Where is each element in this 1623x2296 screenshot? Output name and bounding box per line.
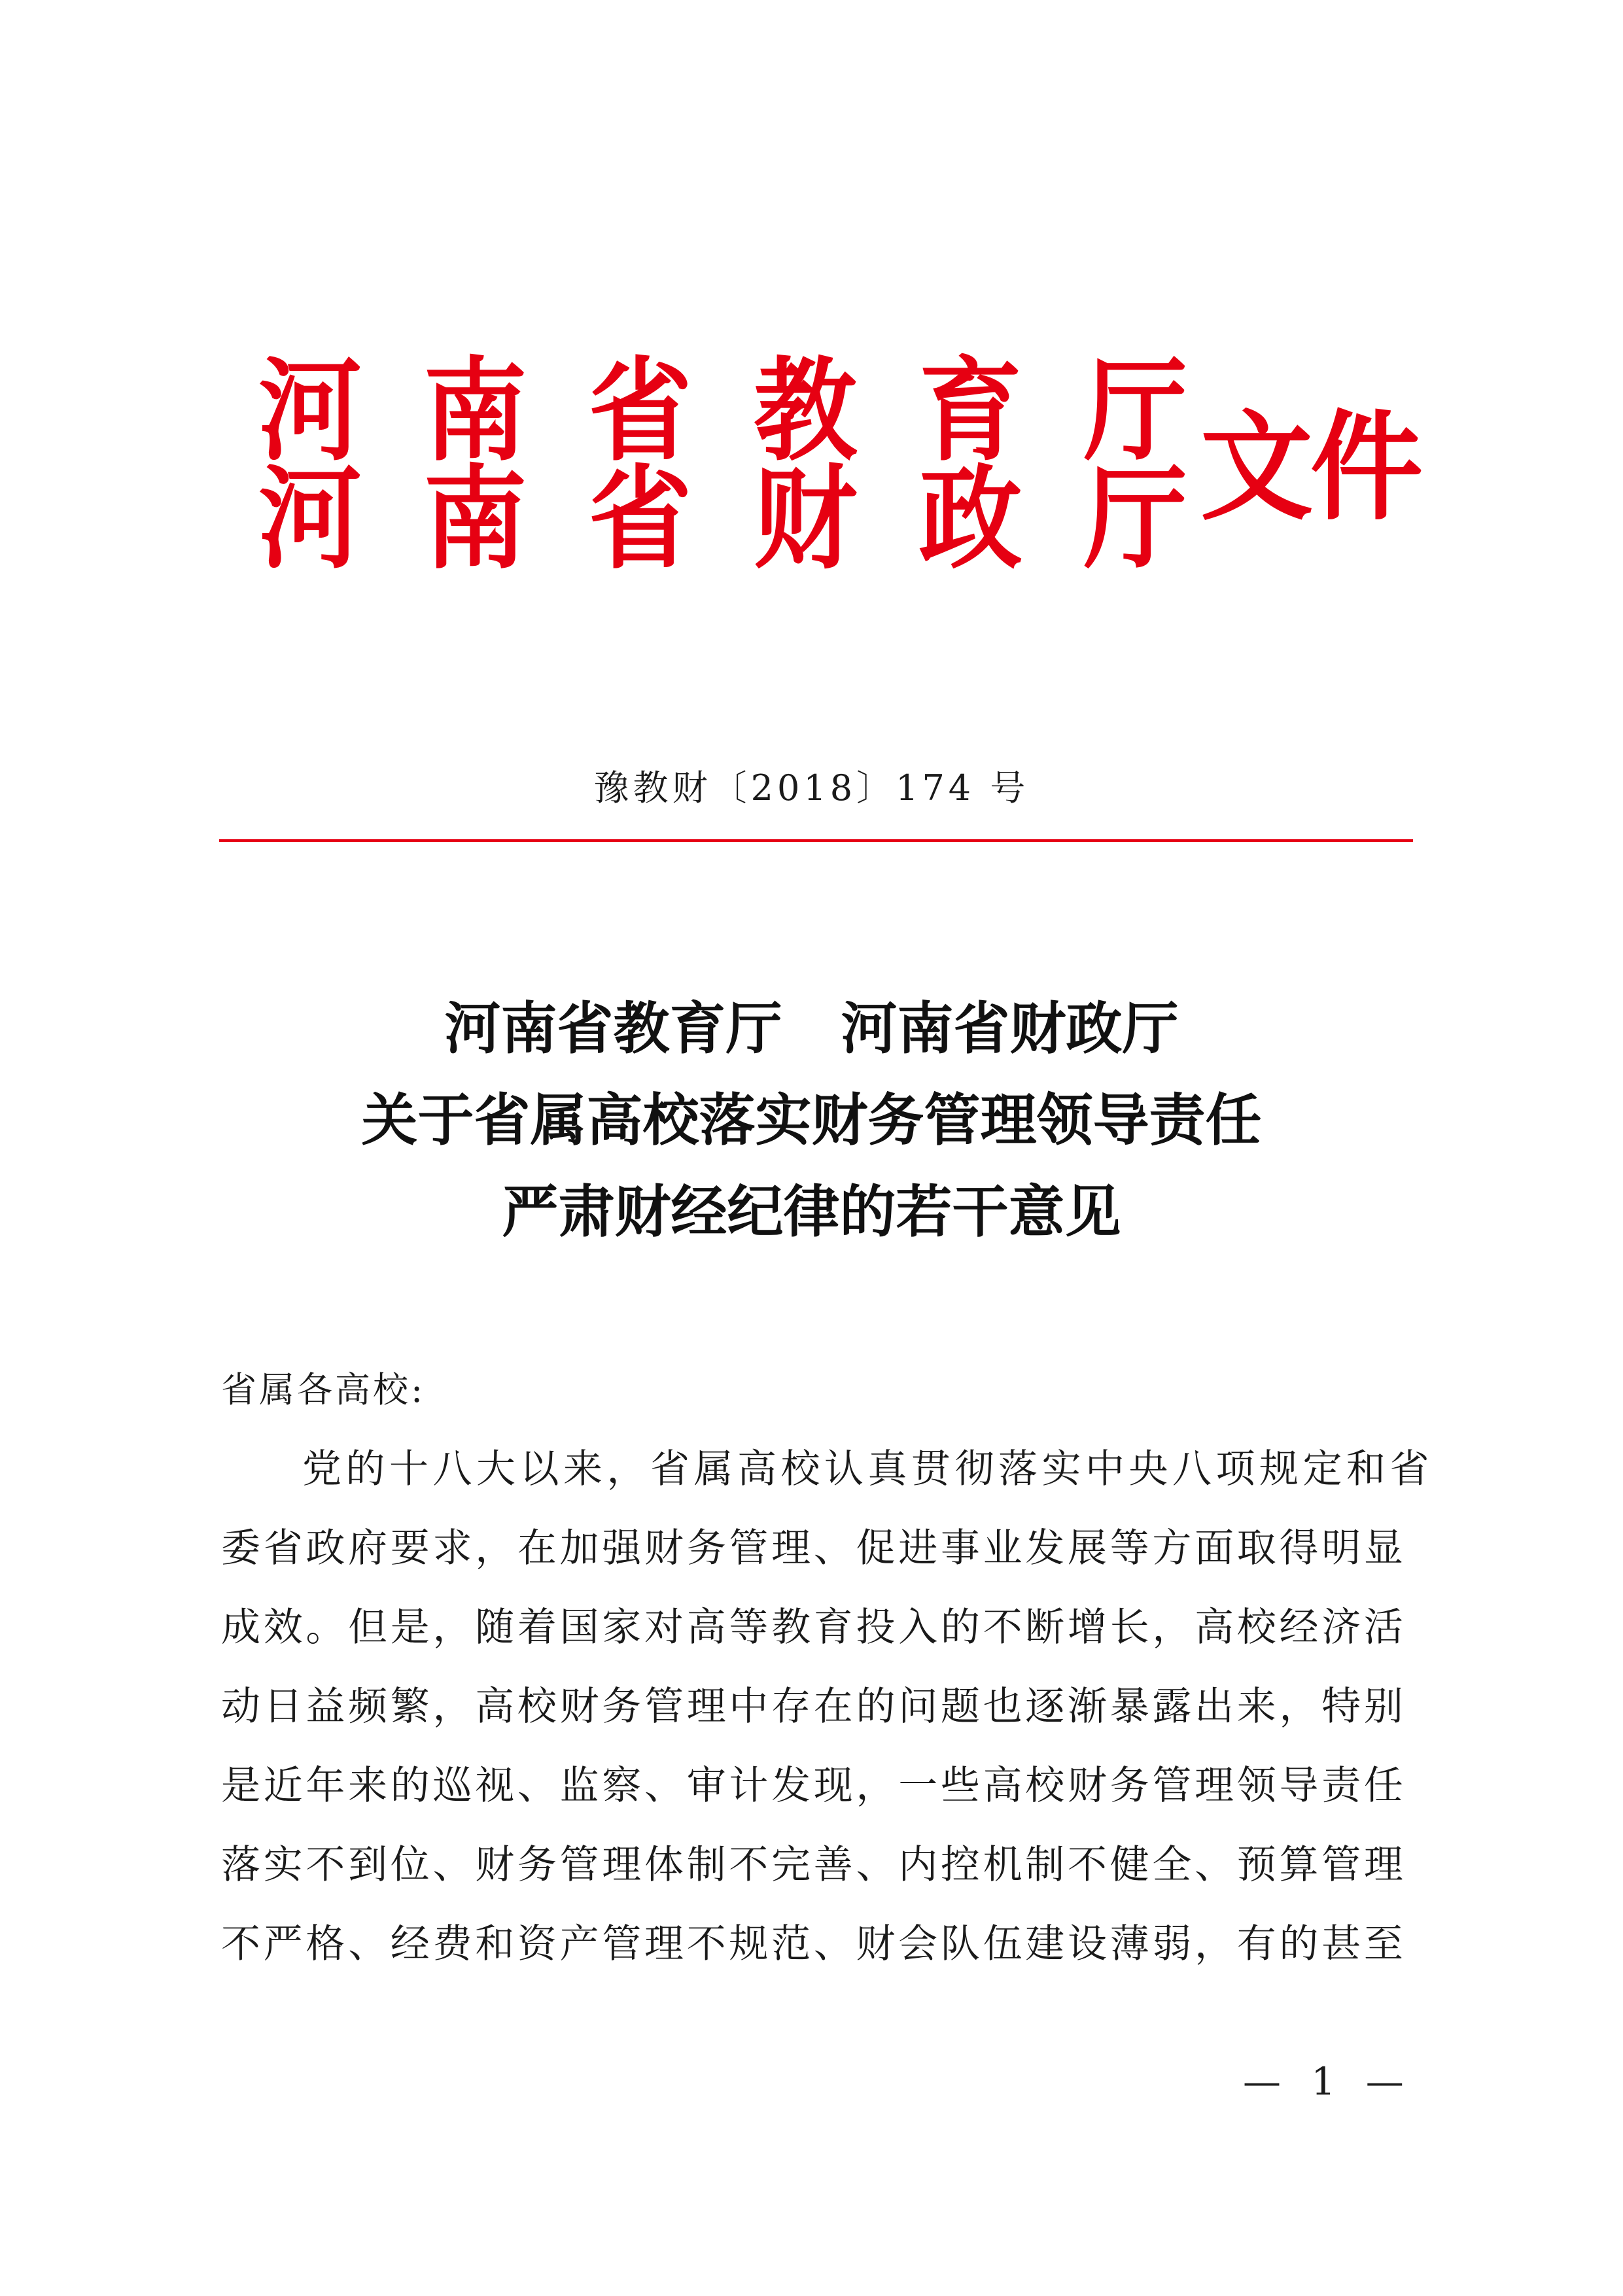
issuer-char: 厅 xyxy=(1083,345,1187,477)
body-line: 党的十八大以来，省属高校认真贯彻落实中央八项规定和省 xyxy=(302,1446,1433,1492)
body-line: 落实不到位、财务管理体制不完善、内控机制不健全、预算管理 xyxy=(221,1842,1406,1888)
issuer-line-education xyxy=(258,345,1187,477)
title-issuer-finance: 河南省财政厅 xyxy=(841,996,1179,1062)
page-number: — 1 — xyxy=(1243,2059,1413,2104)
issuer-char: 省 xyxy=(588,345,692,477)
issuer-char: 河 xyxy=(258,345,362,477)
document-number: 豫教财〔2018〕174 号 xyxy=(593,767,1030,809)
title-issuer-education: 河南省教育厅 xyxy=(444,996,782,1062)
issuer-char: 南 xyxy=(423,453,527,585)
issuer-char: 南 xyxy=(423,345,527,477)
issuer-char: 政 xyxy=(918,453,1022,585)
issuer-char: 河 xyxy=(258,453,362,585)
title-line-2: 关于省属高校落实财务管理领导责任 xyxy=(361,1087,1262,1153)
body-line: 动日益频繁，高校财务管理中存在的问题也逐渐暴露出来，特别 xyxy=(221,1684,1406,1730)
title-line-issuers xyxy=(0,996,1623,1062)
red-separator-line xyxy=(219,839,1413,842)
addressee: 省属各高校: xyxy=(221,1369,426,1410)
title-line-3: 严肃财经纪律的若干意见 xyxy=(502,1179,1121,1245)
issuer-header xyxy=(258,345,1436,585)
document-type-label: 文件 xyxy=(1200,396,1420,537)
issuer-char: 财 xyxy=(754,453,858,585)
body-line: 不严格、经费和资产管理不规范、财会队伍建设薄弱，有的甚至 xyxy=(221,1921,1406,1967)
issuer-char: 育 xyxy=(918,345,1022,477)
issuer-char: 厅 xyxy=(1083,453,1187,585)
body-line: 成效。但是，随着国家对高等教育投入的不断增长，高校经济活 xyxy=(221,1605,1406,1650)
issuer-char: 省 xyxy=(588,453,692,585)
body-line: 委省政府要求，在加强财务管理、促进事业发展等方面取得明显 xyxy=(221,1525,1406,1571)
issuer-char: 教 xyxy=(754,345,858,477)
body-line: 是近年来的巡视、监察、审计发现，一些高校财务管理领导责任 xyxy=(221,1763,1406,1809)
issuer-line-finance xyxy=(258,453,1187,585)
